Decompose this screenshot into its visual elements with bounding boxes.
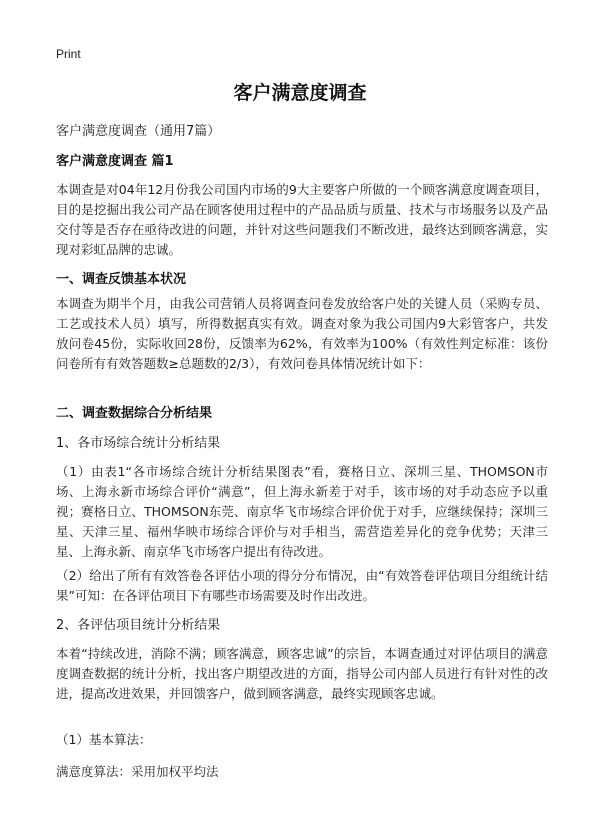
article-heading: 客户满意度调查 篇1 [56, 154, 174, 169]
page-title: 客户满意度调查 [233, 82, 367, 104]
subsection-2-heading: 2、各评估项目统计分析结果 [56, 618, 221, 633]
intro-paragraph: 本调查是对04年12月份我公司国内市场的9大主要客户所做的一个顾客满意度调查项目，目的是挖掘出我公司产品在顾客使用过程中的产品品质与质量、技术与市场服务以及产品交付等是否存在亟待改进的问题，并针对这些问题我们不断改进，最终达到顾客满意，实现对彩虹品牌的忠诚。 [56, 182, 548, 257]
algorithm-description: 满意度算法：采用加权平均法 [56, 764, 219, 779]
document-subtitle: 客户满意度调查（通用7篇） [56, 124, 221, 139]
section-2-heading: 二、调查数据综合分析结果 [56, 406, 213, 421]
subsection-1-heading: 1、各市场综合统计分析结果 [56, 436, 221, 451]
algorithm-heading: （1）基本算法： [56, 732, 152, 747]
print-link[interactable]: Print [56, 47, 81, 61]
subsection-2-paragraph: 本着“持续改进，消除不满；顾客满意，顾客忠诚”的宗旨，本调查通过对评估项目的满意度调查数据的统计分析，找出客户期望改进的方面，指导公司内部人员进行有针对性的改进，提高改进效果，并回馈客户，做到顾客满意，最终实现顾客忠诚。 [56, 646, 548, 701]
subsection-1-paragraph-1: （1）由表1“各市场综合统计分析结果图表”看，赛格日立、深圳三星、THOMSON市场、上海永新市场综合评价“满意”，但上海永新差于对手，该市场的对手动态应予以重视；赛格日立、THOMSON东莞、南京华飞市场综合评价优于对手，应继续保持；深圳三星、天津三星、福州华映市场综合评价与对手相当，需营造差异化的竞争优势；天津三星、上海永新、南京华飞市场客户提出有待改进。 [56, 464, 548, 559]
subsection-1-paragraph-2: （2）给出了所有有效答卷各评估小项的得分分布情况，由“有效答卷评估项目分组统计结果”可知：在各评估项目下有哪些市场需要及时作出改进。 [56, 568, 548, 603]
section-1-paragraph: 本调查为期半个月，由我公司营销人员将调查问卷发放给客户处的关键人员（采购专员、工艺或技术人员）填写，所得数据真实有效。调查对象为我公司国内9大彩管客户，共发放问卷45份，实际收回28份，反馈率为62%，有效率为100%（有效性判定标准：该份问卷所有有效答题数≥总题数的2/3），有效问卷具体情况统计如下： [56, 296, 548, 371]
section-1-heading: 一、调查反馈基本状况 [56, 272, 187, 287]
